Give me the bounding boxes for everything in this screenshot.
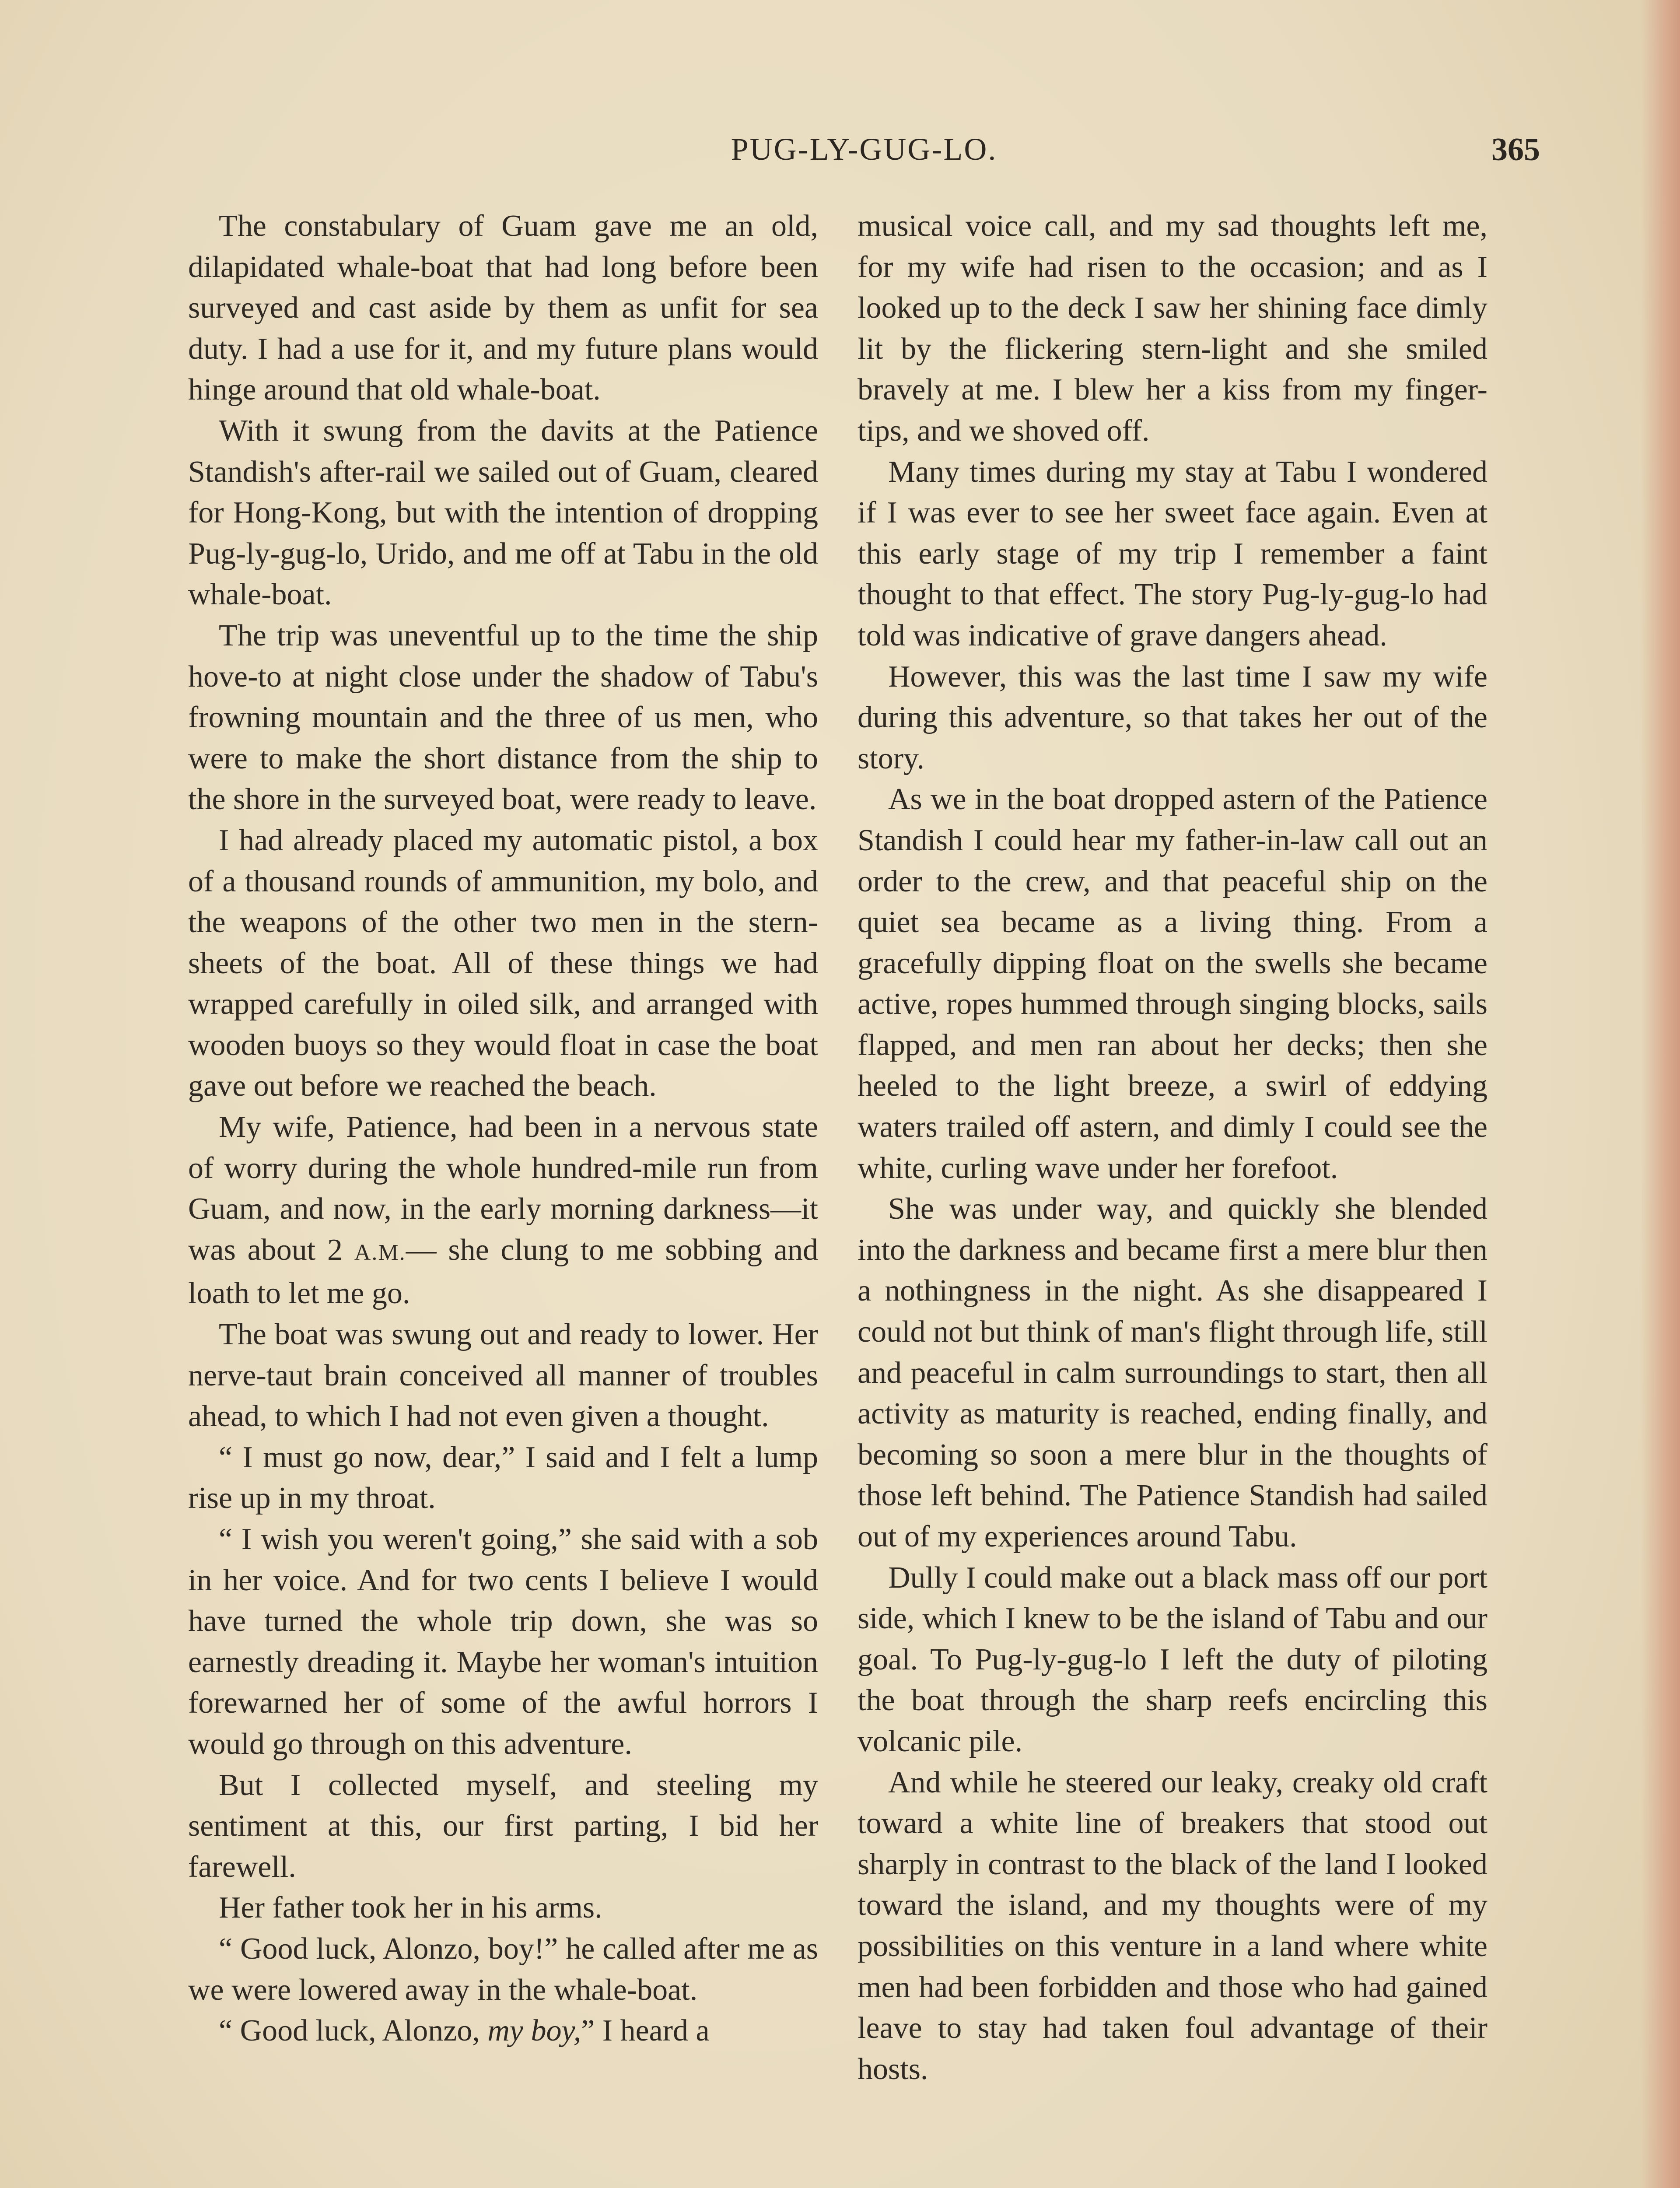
emphasis: my boy, [487,2014,581,2048]
paragraph: As we in the boat dropped astern of the Patience Standish I could hear my father-in-law call out an order to the crew, and that peaceful ship on the quiet sea became as a living thing. From a gracefully dipping float on the swells she became active, ropes hummed through singing blocks, sails flapped, and men ran about her decks; then she heeled to the light breeze, a swirl of eddying waters trailed off astern, and dimly I could see the white, curling wave under her forefoot. [858,782,1488,1185]
paragraph [188,2010,818,2051]
paragraph: Dully I could make out a black mass off our port side, which I knew to be the island of Tabu and our goal. To Pug-ly-gug-lo I left the duty of piloting the boat through the sharp reefs encircling this volcanic pile. [858,1560,1488,1758]
paragraph: “ Good luck, Alonzo, boy!” he called after me as we were lowered away in the whale-boat. [188,1932,818,2007]
page-edge-shading [1641,0,1680,2188]
paragraph: And while he steered our leaky, creaky old craft toward a white line of breakers that stood out sharply in contrast to the black of the land I looked toward the island, and my thoughts were of my possibilities on this venture in a land where white men had been forbidden and those who had gained leave to stay had taken foul advantage of their hosts. [858,1765,1488,2086]
paragraph: The boat was swung out and ready to lower. Her nerve-taut brain conceived all manner of troubles ahead, to which I had not even given a thought. [188,1318,818,1434]
page-header [188,131,1540,188]
text-run: “ Good luck, Alonzo, [219,2014,488,2048]
time-abbreviation: A.M. [354,1240,406,1265]
text-run: — she clung to me sobbing and loath to let me go. [188,1233,818,1311]
left-column [188,206,818,2051]
paragraph: The constabulary of Guam gave me an old, dilapidated whale-boat that had long before been surveyed and cast aside by them as unfit for sea duty. I had a use for it, and my future plans would hinge around that old whale-boat. [188,209,818,407]
paragraph: However, this was the last time I saw my wife during this adventure, so that takes her out of the story. [858,659,1488,775]
paragraph: The trip was uneventful up to the time the ship hove-to at night close under the shadow of Tabu's frowning mountain and the three of us men, who were to make the short distance from the ship to the shore in the surveyed boat, were ready to leave. [188,618,818,817]
paragraph: She was under way, and quickly she blended into the darkness and became first a mere blur then a nothingness in the night. As she disappeared I could not but think of man's flight through life, still and peaceful in calm surroundings to start, then all activity as maturity is reached, ending finally, and becoming so soon a mere blur in the thoughts of those left behind. The Patience Standish had sailed out of my experiences around Tabu. [858,1192,1488,1553]
paragraph: With it swung from the davits at the Patience Standish's after-rail we sailed out of Guam, cleared for Hong-Kong, but with the intention of dropping Pug-ly-gug-lo, Urido, and me off at Tabu in the old whale-boat. [188,414,818,612]
page-number: 365 [1491,132,1540,168]
paragraph: “ I wish you weren't going,” she said with a sob in her voice. And for two cents I believe I would have turned the whole trip down, she was so earnestly dreading it. Maybe her woman's intuition forewarned her of some of the awful horrors I would go through on this adventure. [188,1522,818,1761]
paragraph [188,1107,818,1314]
text-run: My wife, Patience, had been in a nervous state of worry during the whole hundred-mile run from Guam, and now, in the early morning darkness—it was about 2 [188,1110,818,1267]
running-head: PUG-LY-GUG-LO. [731,132,998,167]
paragraph: But I collected myself, and steeling my sentiment at this, our first parting, I bid her farewell. [188,1768,818,1884]
paragraph: Her father took her in his arms. [219,1891,602,1925]
paragraph: I had already placed my automatic pistol, a box of a thousand rounds of ammunition, my bolo, and the weapons of the other two men in the stern-sheets of the boat. All of these things we had wrapped carefully in oiled silk, and arranged with wooden buoys so they would float in case the boat gave out before we reached the beach. [188,823,818,1103]
paragraph-continued: musical voice call, and my sad thoughts left me, for my wife had risen to the occasion; and as I looked up to the deck I saw her shining face dimly lit by the flickering stern-light and she smiled bravely at me. I blew her a kiss from my finger-tips, and we shoved off. [858,209,1488,448]
text-run: ” I heard a [581,2014,710,2048]
paragraph: “ I must go now, dear,” I said and I felt a lump rise up in my throat. [188,1440,818,1515]
paragraph: Many times during my stay at Tabu I wondered if I was ever to see her sweet face again. Even at this early stage of my trip I remember a faint thought to that effect. The story Pug-ly-gug-lo had told was indicative of grave dangers ahead. [858,455,1488,652]
right-column [858,206,1488,2090]
